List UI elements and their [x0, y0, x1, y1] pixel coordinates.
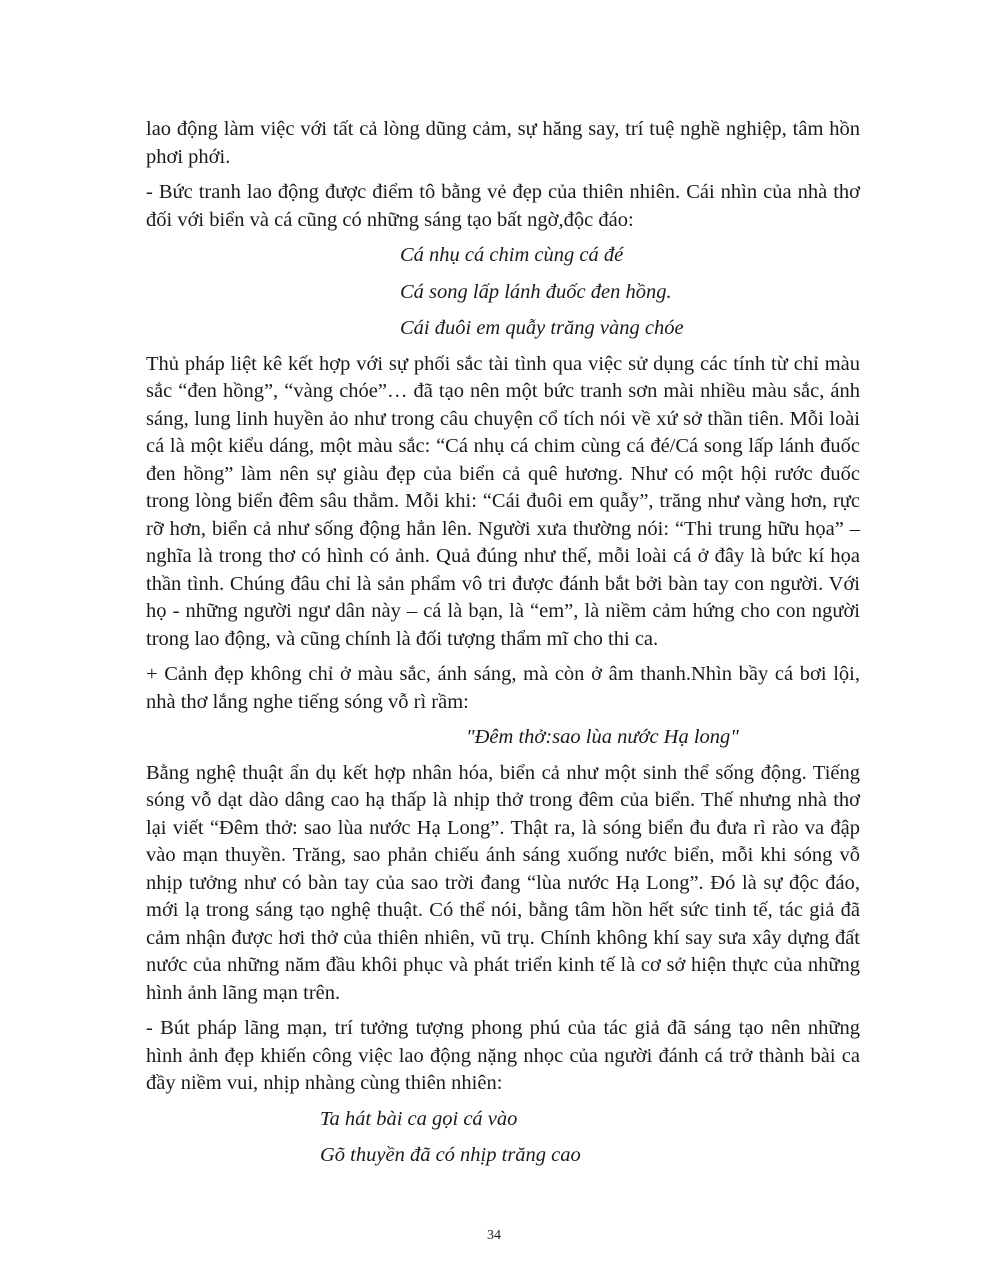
poem-line: Cái đuôi em quẫy trăng vàng chóe: [400, 317, 684, 339]
poem-excerpt-1: [146, 242, 860, 343]
page-number: 34: [487, 1228, 501, 1243]
poem-line: Cá song lấp lánh đuốc đen hồng.: [400, 280, 672, 303]
paragraph-5: Bằng nghệ thuật ẩn dụ kết hợp nhân hóa, biển cả như một sinh thể sống động. Tiếng sóng vỗ dạt dào dâng cao hạ thấp là nhịp thở trong đêm của biển. Thế nhưng nhà thơ lại viết “Đêm thở: sao lùa nước Hạ Long”. Thật ra, là sóng biển đu đưa rì rào va đập vào mạn thuyền. Trăng, sao phản chiếu ánh sáng xuống nước biển, mỗi khi sóng vỗ nhịp tưởng như có bàn tay của sao trời đang “lùa nước Hạ Long”. Đó là sự độc đáo, mới lạ trong sáng tạo nghệ thuật. Có thể nói, bằng tâm hồn hết sức tinh tế, tác giả đã cảm nhận được hơi thở của thiên nhiên, vũ trụ. Chính không khí say sưa xây dựng đất nước của những năm đầu khôi phục và phát triển kinh tế là cơ sở hiện thực của những hình ảnh lãng mạn trên.: [146, 761, 860, 1004]
paragraph-2: - Bức tranh lao động được điểm tô bằng vẻ đẹp của thiên nhiên. Cái nhìn của nhà thơ đối với biển và cá cũng có những sáng tạo bất ngờ,độc đáo:: [146, 181, 860, 231]
poem-excerpt-2: [146, 724, 860, 752]
poem-line: Ta hát bài ca gọi cá vào: [320, 1107, 518, 1130]
poem-line: Gõ thuyền đã có nhịp trăng cao: [320, 1144, 581, 1166]
poem-line: "Đêm thở:sao lùa nước Hạ long": [466, 726, 739, 748]
poem-excerpt-3: [146, 1106, 860, 1170]
paragraph-3: Thủ pháp liệt kê kết hợp với sự phối sắc tài tình qua việc sử dụng các tính từ chỉ màu sắc “đen hồng”, “vàng chóe”… đã tạo nên một bức tranh sơn mài nhiều màu sắc, ánh sáng, lung linh huyền ảo như trong câu chuyện cổ tích nói về xứ sở thần tiên. Mỗi loài cá là một kiểu dáng, một màu sắc: “Cá nhụ cá chim cùng cá đé/Cá song lấp lánh đuốc đen hồng” làm nên sự giàu đẹp của biển cả quê hương. Như có một hội rước đuốc trong lòng biển đêm sâu thẳm. Mỗi khi: “Cái đuôi em quẫy”, trăng như vàng hơn, rực rỡ hơn, biển cả như sống động hẳn lên. Người xưa thường nói: “Thi trung hữu họa” – nghĩa là trong thơ có hình có ảnh. Quả đúng như thế, mỗi loài cá ở đây là bức kí họa thần tình. Chúng đâu chỉ là sản phẩm vô tri được đánh bắt bởi bàn tay con người. Với họ - những người ngư dân này – cá là bạn, là “em”, là niềm cảm hứng cho con người trong lao động, và cũng chính là đối tượng thẩm mĩ cho thi ca.: [146, 352, 860, 650]
paragraph-4: + Cảnh đẹp không chỉ ở màu sắc, ánh sáng, mà còn ở âm thanh.Nhìn bầy cá bơi lội, nhà thơ lắng nghe tiếng sóng vỗ rì rầm:: [146, 663, 860, 713]
paragraph-6: - Bút pháp lãng mạn, trí tưởng tượng phong phú của tác giả đã sáng tạo nên những hình ảnh đẹp khiến công việc lao động nặng nhọc của người đánh cá trở thành bài ca đầy niềm vui, nhịp nhàng cùng thiên nhiên:: [146, 1017, 860, 1094]
poem-line: Cá nhụ cá chim cùng cá đé: [400, 244, 624, 266]
paragraph-1: lao động làm việc với tất cả lòng dũng cảm, sự hăng say, trí tuệ nghề nghiệp, tâm hồn phơi phới.: [146, 118, 860, 168]
